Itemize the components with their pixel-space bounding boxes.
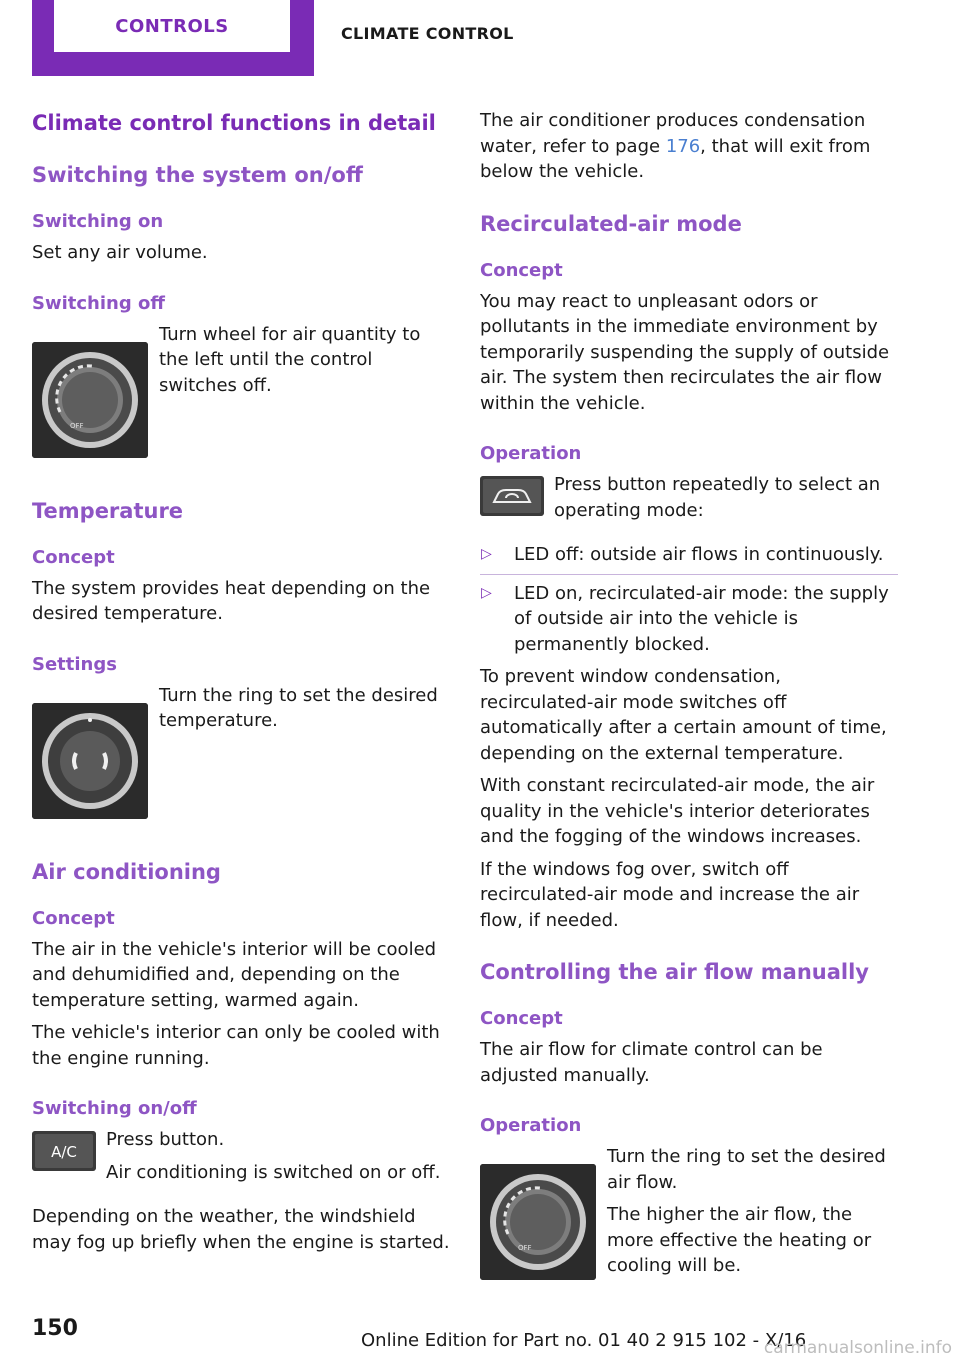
header-tab-label: CONTROLS — [115, 15, 229, 37]
text-manual-operation-2: The higher the air flow, the more effective the heating or cooling will be. — [607, 1204, 872, 1276]
header-section-title: CLIMATE CONTROL — [341, 24, 514, 43]
text-constant-recirc: With constant recirculated-air mode, the air quality in the vehicle's interior deteriorates and the fogging of the windows increases. — [480, 775, 875, 847]
recirc-operation-block — [480, 472, 898, 530]
text-temperature-concept: The system provides heat depending on the desired temperature. — [32, 577, 431, 624]
text-switching-off: Turn wheel for air quantity to the left until the control switches off. — [159, 323, 421, 396]
text-ac-switched: Air conditioning is switched on or off. — [106, 1161, 441, 1183]
text-manual-operation-1: Turn the ring to set the desired air flow. — [607, 1146, 886, 1193]
text-switching-on: Set any air volume. — [32, 242, 208, 263]
text-recirc-concept: You may react to unpleasant odors or pollutants in the immediate environment by temporarily suspending the supply of outside air. The system then recirculates the air flow within the vehicle. — [480, 290, 890, 414]
heading-air-conditioning: Air conditioning — [32, 859, 221, 884]
heading-switching-off: Switching off — [32, 292, 165, 314]
heading-ac-concept: Concept — [32, 907, 115, 929]
switching-off-block — [32, 322, 450, 458]
page-number: 150 — [32, 1316, 78, 1341]
heading-temperature: Temperature — [32, 498, 184, 523]
heading-manual-operation: Operation — [480, 1115, 582, 1136]
knob-off-label: OFF — [70, 421, 84, 430]
watermark: carmanualsonline.info — [763, 1338, 952, 1358]
heading-settings: Settings — [32, 653, 117, 675]
text-settings: Turn the ring to set the desired temperature. — [159, 684, 438, 731]
text-manual-concept: The air flow for climate control can be adjusted manually. — [480, 1039, 823, 1086]
left-column — [32, 108, 450, 1262]
ac-button-label: A/C — [51, 1143, 77, 1161]
heading-switching-on: Switching on — [32, 211, 164, 232]
text-windows-fog: If the windows fog over, switch off recirculated-air mode and increase the air flow, if needed. — [480, 858, 860, 931]
temperature-ring-image — [32, 703, 148, 819]
manual-operation-block — [480, 1144, 898, 1286]
airflow-knob-image — [32, 342, 148, 458]
heading-recirculated-air: Recirculated-air mode — [480, 211, 742, 236]
heading-manual-concept: Concept — [480, 1008, 563, 1029]
heading-manual-air-flow: Controlling the air flow manually — [480, 960, 869, 984]
bullet-triangle-icon: ▷ — [481, 584, 492, 601]
heading-temperature-concept: Concept — [32, 546, 115, 568]
bullet-item — [480, 581, 898, 658]
text-recirc-operation: Press button repeatedly to select an operating mode: — [554, 474, 881, 521]
knob-off-label: OFF — [518, 1244, 532, 1252]
right-column — [480, 108, 898, 1298]
bullet-triangle-icon: ▷ — [481, 546, 492, 562]
heading-recirc-concept: Concept — [480, 259, 563, 281]
text-prevent-condensation: To prevent window condensation, recirculated-air mode switches off automatically after a certain amount of time, depending on the external temperature. — [480, 666, 887, 764]
heading-main: Climate control functions in detail — [32, 111, 436, 135]
text-condensation: The air conditioner produces condensation water, refer to page 176, that will exit from below the vehicle. — [480, 110, 871, 182]
page-link-176[interactable]: 176 — [665, 135, 701, 157]
footer-edition: Online Edition for Part no. 01 40 2 915 102 - X/16 — [361, 1330, 807, 1351]
text-ac-concept-2: The vehicle's interior can only be cooled with the engine running. — [32, 1022, 440, 1069]
settings-block — [32, 683, 450, 819]
text-ac-press: Press button. — [106, 1129, 225, 1150]
bullet-text: LED on, recirculated-air mode: the supply of outside air into the vehicle is permanently blocked. — [514, 582, 889, 655]
heading-recirc-operation: Operation — [480, 443, 582, 464]
recirculation-button-image — [480, 476, 544, 516]
heading-switch-system: Switching the system on/off — [32, 163, 363, 187]
text-ac-concept-1: The air in the vehicle's interior will be cooled and dehumidified and, depending on the temperature setting, warmed again. — [32, 938, 437, 1011]
airflow-ring-image — [480, 1164, 596, 1280]
ac-button-image — [32, 1131, 96, 1171]
text-ac-weather: Depending on the weather, the windshield may fog up briefly when the engine is started. — [32, 1206, 450, 1253]
bullet-text: LED off: outside air flows in continuously. — [514, 544, 884, 565]
bullet-item — [480, 542, 898, 568]
heading-ac-switching: Switching on/off — [32, 1098, 197, 1119]
ac-switch-block — [32, 1127, 450, 1192]
header-tab — [32, 0, 314, 76]
